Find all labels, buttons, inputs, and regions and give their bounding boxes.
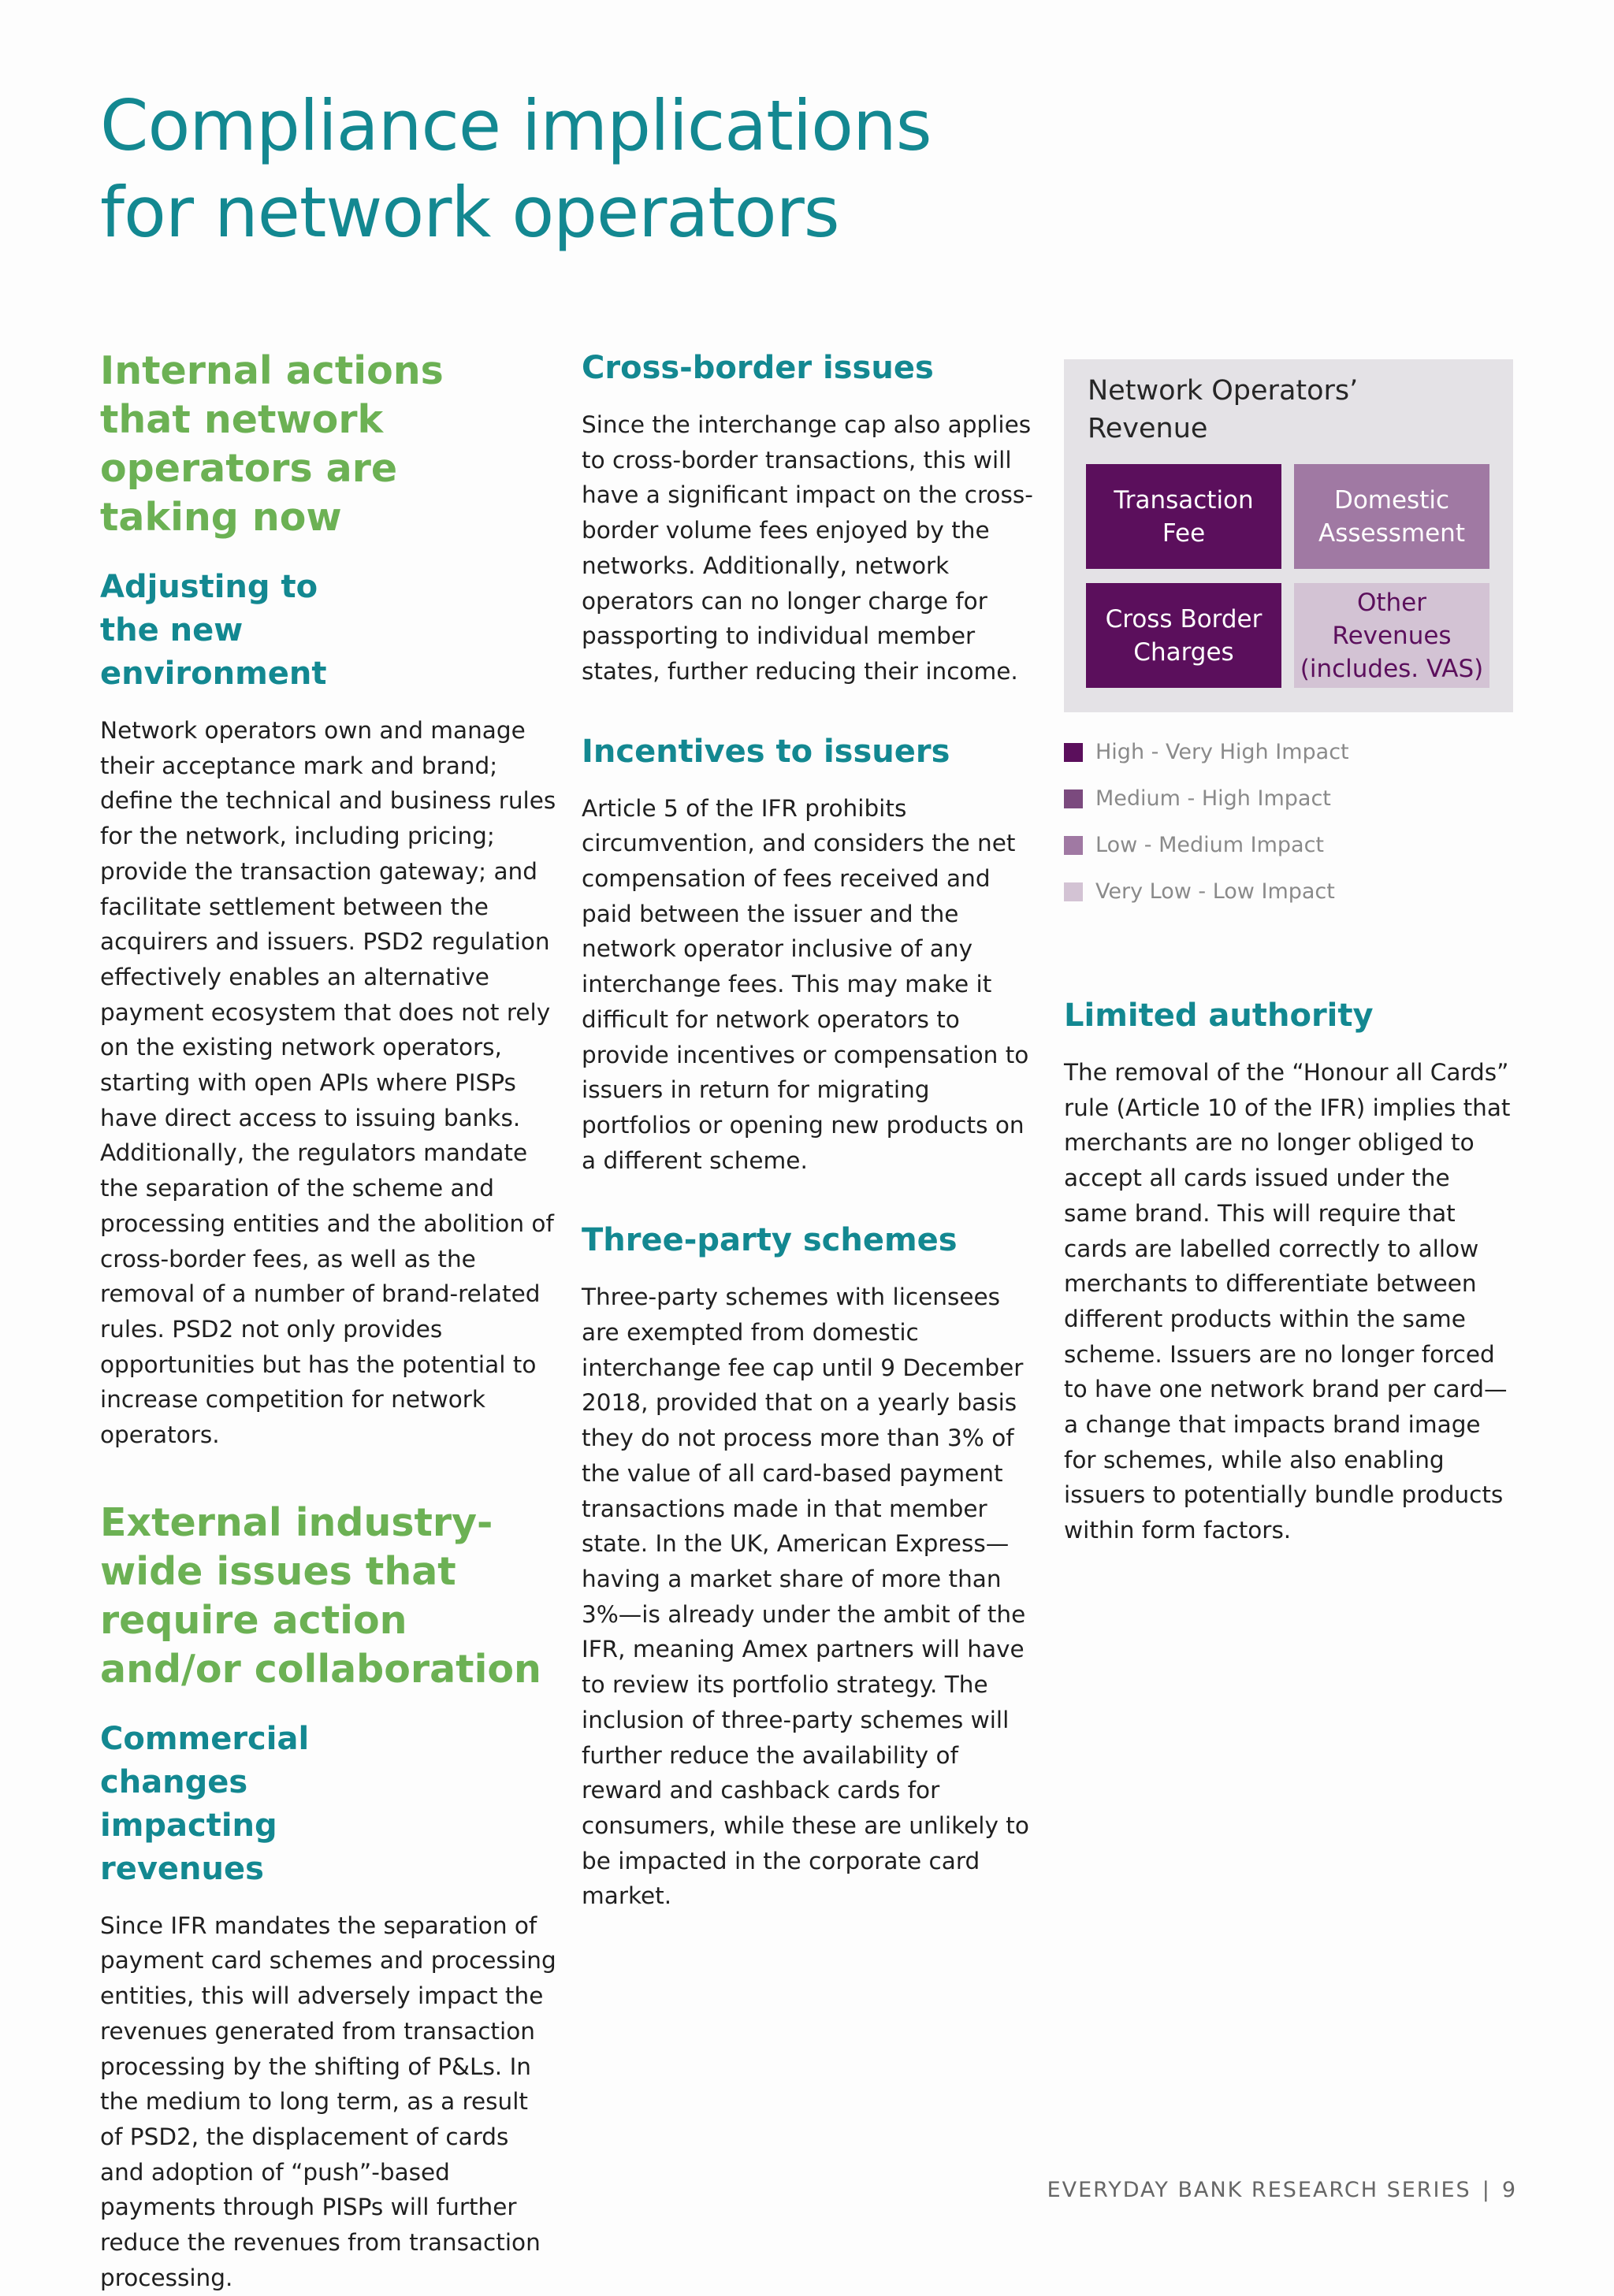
commercial-changes-heading: Commercial changes impacting revenues — [100, 1720, 310, 1887]
page-title-line1: Compliance implications — [100, 85, 932, 166]
legend-item — [1064, 822, 1505, 868]
limited-authority-heading: Limited authority — [1064, 998, 1374, 1034]
legend-swatch — [1064, 882, 1083, 901]
external-issues-heading: External industry-wide issues that require action and/or collaboration — [100, 1499, 541, 1692]
column-right — [1064, 994, 1517, 1548]
revenue-diagram-title: Network Operators’ Revenue — [1088, 375, 1359, 444]
tile-transaction-fee-label: Transaction Fee — [1114, 485, 1254, 548]
legend-label: Low - Medium Impact — [1095, 833, 1324, 857]
adjusting-heading: Adjusting to the new environment — [100, 569, 327, 692]
legend-label: Very Low - Low Impact — [1095, 879, 1335, 904]
tile-cross-border-charges — [1086, 583, 1281, 688]
legend-swatch — [1064, 836, 1083, 855]
impact-legend — [1064, 729, 1505, 915]
limited-authority-body: The removal of the “Honour all Cards” rule (Article 10 of the IFR) implies that merchants are no longer obliged to accept all cards issued under the same brand. This will require that cards are labelled correctly to allow merchants to differentiate between different products within the same scheme. Issuers are no longer forced to have one network brand per card—a change that impacts brand image for schemes, while also enabling issuers to potentially bundle products within form factors. — [1064, 1059, 1511, 1544]
footer-separator: | — [1482, 2178, 1491, 2202]
tile-other-revenues — [1294, 583, 1489, 688]
page-title — [100, 83, 967, 256]
tile-transaction-fee — [1086, 464, 1281, 569]
footer-series: EVERYDAY BANK RESEARCH SERIES — [1047, 2178, 1471, 2202]
tile-other-revenues-label: Other Revenues (includes. VAS) — [1300, 588, 1484, 683]
page-footer — [1047, 2178, 1517, 2202]
cross-border-body: Since the interchange cap also applies to cross-border transactions, this will have a significant impact on the cross-border volume fees enjoyed by the networks. Additionally, network operators can no longer charge for passporting to individual member states, further reducing their income. — [582, 411, 1033, 685]
cross-border-heading: Cross-border issues — [582, 350, 934, 386]
page-number: 9 — [1501, 2178, 1517, 2202]
revenue-diagram — [1064, 359, 1513, 712]
column-middle — [582, 347, 1039, 1914]
legend-item — [1064, 729, 1505, 775]
legend-label: High - Very High Impact — [1095, 740, 1349, 764]
incentives-heading: Incentives to issuers — [582, 733, 950, 770]
internal-actions-heading: Internal actions that network operators are taking now — [100, 348, 444, 540]
tile-cross-border-charges-label: Cross Border Charges — [1105, 604, 1263, 667]
legend-item — [1064, 868, 1505, 915]
incentives-body: Article 5 of the IFR prohibits circumvention, and considers the net compensation of fees received and paid between the issuer and the network operator inclusive of any interchange fees. This may make it difficult for network operators to provide incentives or compensation to issuers in return for migrating portfolios or opening new products on a different scheme. — [582, 794, 1029, 1174]
three-party-body: Three-party schemes with licensees are exempted from domestic interchange fee cap until 9 December 2018, provided that on a yearly basis they do not process more than 3% of the value of all card-based payment transactions made in that member state. In the UK, American Express—having a market share of more than 3%—is already under the ambit of the IFR, meaning Amex partners will have to review its portfolio strategy. The inclusion of three-party schemes will further reduce the availability of reward and cashback cards for consumers, while these are unlikely to be impacted in the corporate card market. — [582, 1284, 1029, 1910]
column-left — [100, 347, 557, 2296]
commercial-changes-body: Since IFR mandates the separation of payment card schemes and processing entities, this will adversely impact the revenues generated from transaction processing by the shifting of P&Ls. In the medium to long term, as a result of PSD2, the displacement of cards and adoption of “push”-based payments through PISPs will further reduce the revenues from transaction processing. — [100, 1911, 556, 2291]
page-title-line2: for network operators — [100, 172, 839, 253]
legend-item — [1064, 775, 1505, 822]
tile-domestic-assessment-label: Domestic Assessment — [1318, 485, 1465, 548]
legend-label: Medium - High Impact — [1095, 786, 1331, 811]
adjusting-body: Network operators own and manage their acceptance mark and brand; define the technical and business rules for the network, including pricing; provide the transaction gateway; and facilitate settlement between the acquirers and issuers. PSD2 regulation effectively enables an alternative payment ecosystem that does not rely on the existing network operators, starting with open APIs where PISPs have direct access to issuing banks. Additionally, the regulators mandate the separation of the scheme and processing entities and the abolition of cross-border fees, as well as the removal of a number of brand-related rules. PSD2 not only provides opportunities but has the potential to increase competition for network operators. — [100, 717, 556, 1449]
legend-swatch — [1064, 789, 1083, 808]
tile-domestic-assessment — [1294, 464, 1489, 569]
three-party-heading: Three-party schemes — [582, 1222, 958, 1259]
legend-swatch — [1064, 743, 1083, 762]
